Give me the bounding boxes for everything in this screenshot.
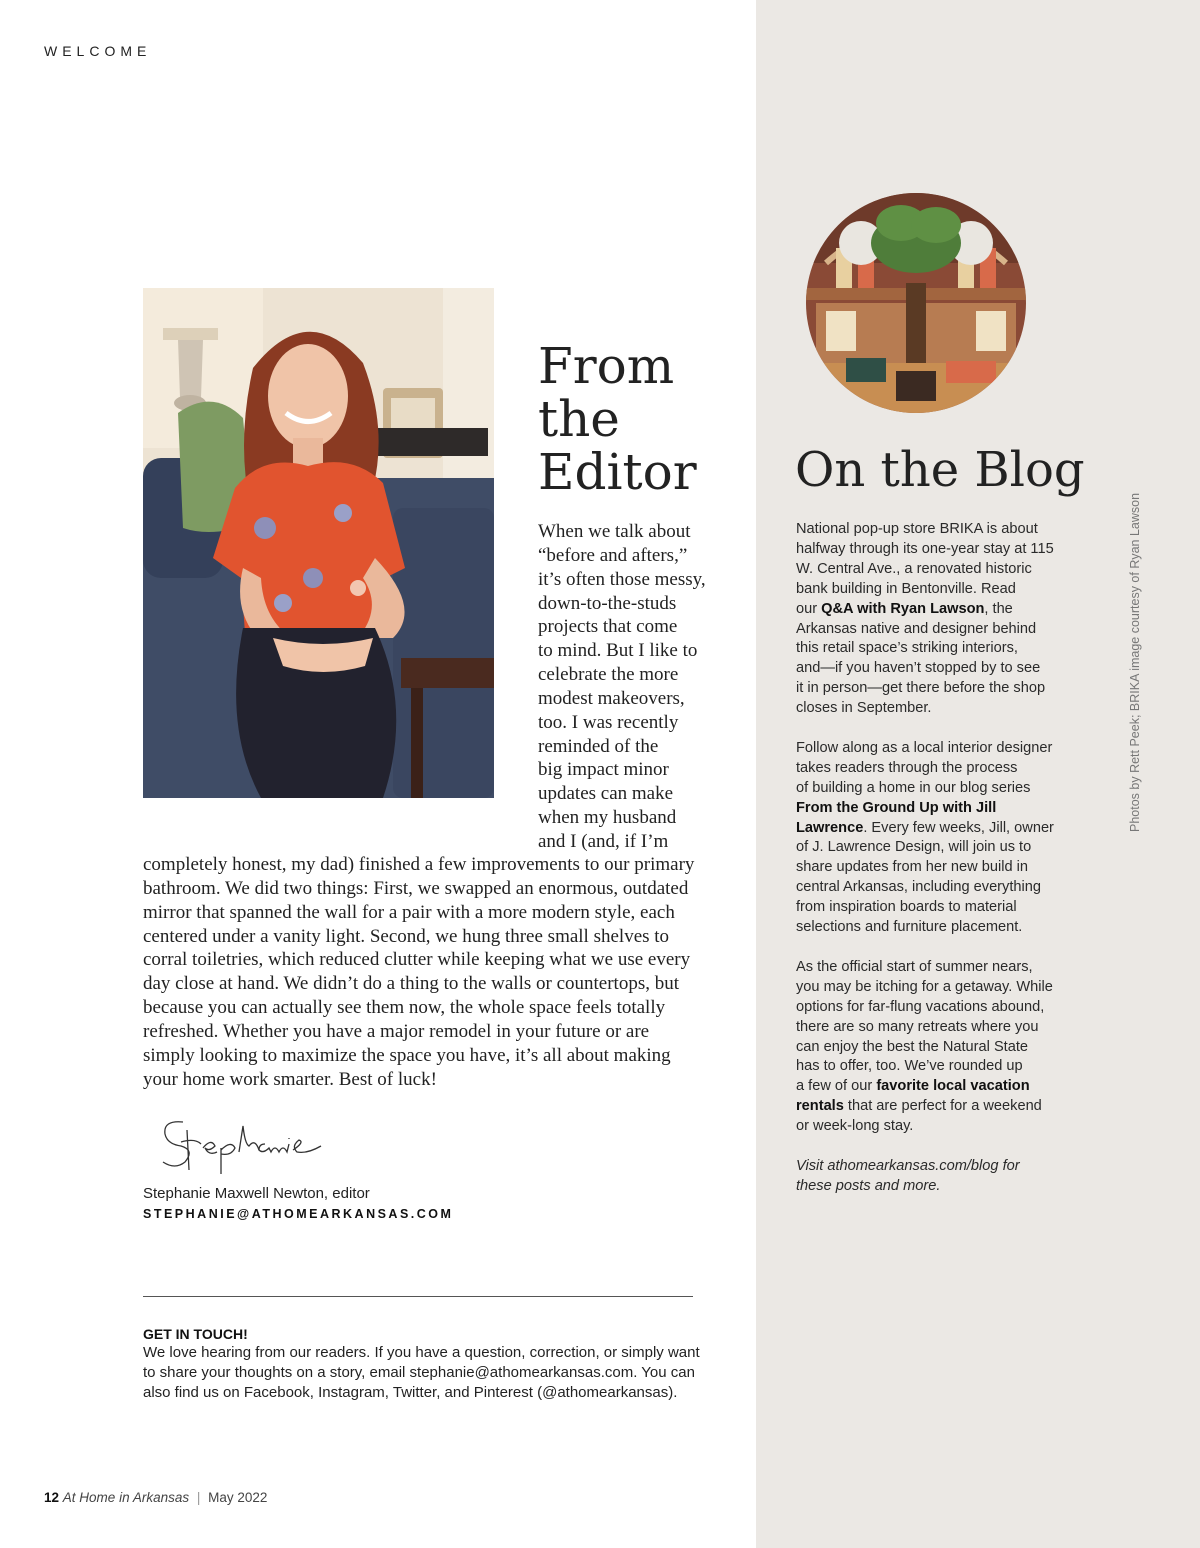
blog-line [796,1077,1086,1097]
letter-line: and I (and, if I’m [538,830,669,852]
editor-letter-body [143,853,713,1091]
section-divider [143,1296,693,1297]
letter-line: reminded of the [538,735,659,757]
editor-email-link[interactable]: STEPHANIE@ATHOMEARKANSAS.COM [143,1207,454,1221]
blog-text: . Every few weeks, Jill, owner [863,819,1054,836]
blog-line: of building a home in our blog series [796,779,1031,796]
blog-visit-line[interactable]: Visit athomearkansas.com/blog for [796,1157,1020,1174]
letter-line: updates can make [538,783,674,805]
editor-title-line: Editor [538,443,697,501]
contact-body [143,1343,723,1403]
letter-line: your home work smarter. Best of luck! [143,1068,437,1090]
ground-up-series-link[interactable]: Lawrence [796,819,864,836]
blog-line: you may be itching for a getaway. While [796,978,1053,995]
editor-signature [155,1108,330,1178]
blog-body [796,520,1086,1197]
blog-line: options for far-flung vacations abound, [796,998,1045,1015]
vacation-rentals-link[interactable]: rentals [796,1098,844,1115]
letter-line: because you can actually see them now, the whole space feels totally [143,997,666,1019]
blog-line: halfway through its one-year stay at 115 [796,540,1054,557]
magazine-name: At Home in Arkansas [62,1490,190,1505]
blog-line: it in person—get there before the shop [796,680,1046,697]
blog-line: or week-long stay. [796,1118,914,1135]
blog-visit-line: these posts and more. [796,1177,941,1194]
letter-line: down-to-the-studs [538,592,677,614]
letter-line: too. I was recently [538,711,679,733]
blog-line: share updates from her new build in [796,859,1029,876]
blog-text: that are perfect for a weekend [843,1098,1042,1115]
blog-line: Arkansas native and designer behind [796,620,1037,637]
page-number: 12 [44,1490,60,1505]
blog-line: has to offer, too. We’ve rounded up [796,1058,1023,1075]
blog-line: there are so many retreats where you [796,1018,1039,1035]
vacation-rentals-link[interactable]: favorite local vacation [876,1078,1030,1095]
blog-line [796,1097,1086,1117]
editor-title-line: the [538,390,620,448]
blog-line: this retail space’s striking interiors, [796,640,1018,657]
blog-line: As the official start of summer nears, [796,958,1033,975]
letter-line: day close at hand. We didn’t do a thing to the walls or countertops, but [143,973,679,995]
blog-line [796,799,1086,819]
editor-letter-column [538,520,713,854]
letter-line: celebrate the more [538,664,679,686]
blog-line [796,819,1086,839]
issue-date: May 2022 [208,1490,268,1505]
letter-line: modest makeovers, [538,687,685,709]
blog-line: selections and furniture placement. [796,919,1023,936]
blog-line: central Arkansas, including everything [796,879,1041,896]
letter-line: projects that come [538,616,678,638]
contact-line: also find us on Facebook, Instagram, Twitter, and Pinterest (@athomearkansas). [143,1384,678,1401]
blog-line: W. Central Ave., a renovated historic [796,560,1032,577]
blog-line: National pop-up store BRIKA is about [796,521,1038,537]
blog-line: takes readers through the process [796,759,1018,776]
footer-separator: | [196,1490,201,1505]
contact-line: We love hearing from our readers. If you have a question, correction, or simply want [143,1344,700,1361]
blog-line: closes in September. [796,700,932,717]
blog-title: On the Blog [795,442,1085,498]
paragraph-gap [796,1137,1086,1157]
letter-line: refreshed. Whether you have a major remodel in your future or are [143,1020,650,1042]
letter-line: centered under a vanity light. Second, we hung three small shelves to [143,925,670,947]
letter-line: “before and afters,” [538,544,688,566]
letter-line: simply looking to maximize the space you have, it’s all about making [143,1044,671,1066]
letter-line: mirror that spanned the wall for a pair with a more modern style, each [143,901,675,923]
editor-title [538,337,697,501]
section-label: WELCOME [44,43,152,59]
paragraph-gap [796,938,1086,958]
letter-line: When we talk about [538,521,691,542]
brika-interior-photo [806,193,1026,413]
letter-line: to mind. But I like to [538,640,698,662]
letter-line: when my husband [538,807,677,829]
photo-credit: Photos by Rett Peek; BRIKA image courtesy of Ryan Lawson [1128,492,1142,832]
blog-line: from inspiration boards to material [796,899,1017,916]
blog-line: Follow along as a local interior designer [796,739,1053,756]
editor-name: Stephanie Maxwell Newton, editor [143,1185,370,1202]
letter-line: completely honest, my dad) finished a few improvements to our primary [143,854,695,875]
blog-line: can enjoy the best the Natural State [796,1038,1029,1055]
editor-title-line: From [538,337,675,395]
letter-line: corral toiletries, which reduced clutter while keeping what we use every [143,949,691,971]
blog-line: of J. Lawrence Design, will join us to [796,839,1032,856]
contact-line: to share your thoughts on a story, email stephanie@athomearkansas.com. You can [143,1364,695,1381]
letter-line: it’s often those messy, [538,568,706,590]
blog-line: and—if you haven’t stopped by to see [796,660,1041,677]
blog-text: a few of our [796,1078,877,1095]
ground-up-series-link[interactable]: From the Ground Up with Jill [796,799,997,816]
blog-text: , the [984,600,1013,617]
letter-line: bathroom. We did two things: First, we swapped an enormous, outdated [143,877,689,899]
blog-line [796,600,1086,620]
qa-ryan-lawson-link[interactable]: Q&A with Ryan Lawson [821,600,985,617]
page-footer [44,1490,267,1505]
blog-line: bank building in Bentonville. Read [796,580,1016,597]
contact-heading: GET IN TOUCH! [143,1326,248,1342]
paragraph-gap [796,719,1086,739]
letter-line: big impact minor [538,759,669,781]
blog-text: our [796,600,822,617]
editor-portrait-photo [143,288,494,798]
